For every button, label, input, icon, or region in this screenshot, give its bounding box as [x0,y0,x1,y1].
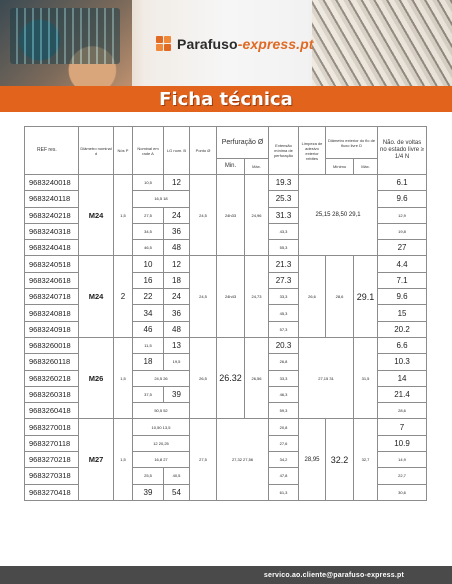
col-perf: Perfuração Ø [217,127,269,159]
voltas-cell: 6.6 [378,337,427,353]
title-bar [0,86,452,112]
dmin-cell: 28,6 [326,256,354,337]
voltas-cell: 28,6 [378,403,427,419]
ext-min-cell: 19.3 [269,175,299,191]
perf-max-cell: 26,56 [245,337,269,418]
nominal-a-cell: 46,5 [133,240,164,256]
lg-cell: 36 [164,223,190,239]
tools-photo [0,0,132,100]
ext-min-cell: 20,8 [269,419,299,435]
col-voltas: Não. de voltas no estado livre ≥ 1/4 N [378,127,427,175]
voltas-cell: 4.4 [378,256,427,272]
lg-cell: 36 [164,305,190,321]
ref-cell: 9683240318 [25,223,79,239]
nominal-a-cell: 22 [133,289,164,305]
ref-cell: 9683240618 [25,272,79,288]
voltas-cell: 10.9 [378,435,427,451]
diam-cell: M26 [79,337,114,418]
col-passo: Nós P [114,127,133,175]
ext-min-cell: 21.3 [269,256,299,272]
col-ref: REF res. [25,127,79,175]
passo-cell: 2 [114,256,133,337]
ext-min-cell: 55,3 [269,240,299,256]
ref-cell: 9683270018 [25,419,79,435]
voltas-cell: 19,8 [378,223,427,239]
ref-cell: 9683240718 [25,289,79,305]
diam-cell: M24 [79,175,114,256]
col-perf-min: Min. [217,159,245,175]
perf-min-cell: 24h33 [217,175,245,256]
voltas-cell: 7 [378,419,427,435]
nominal-range-cell: 16,5 18 [133,191,190,207]
voltas-cell: 10.3 [378,354,427,370]
nominal-a-cell: 25,5 [133,468,164,484]
table-row [25,419,427,435]
ref-cell: 9683240518 [25,256,79,272]
passo-cell: 1,5 [114,419,133,500]
col-perf-max: Máx. [245,159,269,175]
sup-range-cell: 27,15 31 [299,337,354,418]
diam-cell: M27 [79,419,114,500]
voltas-cell: 7.1 [378,272,427,288]
nominal-a-cell: 16 [133,272,164,288]
ponto-cell: 26,5 [190,337,217,418]
passo-cell: 1,5 [114,175,133,256]
col-ext-max2: Máx. [354,159,378,175]
perf-max-cell: 24,96 [245,175,269,256]
screws-photo [312,0,452,100]
ref-cell: 9683240818 [25,305,79,321]
ref-cell: 9683260218 [25,370,79,386]
perf-range-cell: 27,32 27,56 [217,419,269,500]
ref-cell: 9683270218 [25,452,79,468]
nominal-a-cell: 10,5 [133,175,164,191]
col-diam: Diâmetro nominal d [79,127,114,175]
lg-cell: 12 [164,256,190,272]
table-header-row [25,127,427,159]
voltas-cell: 9.6 [378,289,427,305]
col-nom-a: Nominal em rade A [133,127,164,175]
voltas-cell: 6.1 [378,175,427,191]
brand-grid-icon [156,36,172,52]
footer [0,566,452,584]
lg-cell: 13 [164,337,190,353]
col-ponto: Ponto Ø [190,127,217,175]
lg-cell: 18 [164,272,190,288]
ref-cell: 9683260018 [25,337,79,353]
ref-cell: 9683260118 [25,354,79,370]
voltas-cell: 9.6 [378,191,427,207]
passo-cell: 1,5 [114,337,133,418]
sup-cell: 28,95 [299,419,326,500]
header-banner [0,0,452,100]
table-row [25,256,427,272]
voltas-cell: 27 [378,240,427,256]
dmin-cell: 32.2 [326,419,354,500]
ponto-cell: 27,5 [190,419,217,500]
ref-cell: 9683240018 [25,175,79,191]
nominal-a-cell: 34 [133,305,164,321]
voltas-cell: 14,9 [378,452,427,468]
perf-min-cell: 24h43 [217,256,245,337]
ext-min-cell: 59,3 [269,403,299,419]
col-sup: Limpeza de adesivo exterior rebites [299,127,326,175]
lg-cell: 24 [164,207,190,223]
ref-cell: 9683240918 [25,321,79,337]
ext-min-cell: 27,6 [269,435,299,451]
lg-cell: 39 [164,386,190,402]
nominal-range-cell: 16,8 27 [133,452,190,468]
voltas-cell: 14 [378,370,427,386]
ext-min-cell: 31.3 [269,207,299,223]
col-ext-min2: Mínimo [326,159,354,175]
nominal-a-cell: 18 [133,354,164,370]
nominal-a-cell: 39 [133,484,164,500]
lg-cell: 12 [164,175,190,191]
ext-min-cell: 43,3 [269,223,299,239]
perf-max-cell: 24,73 [245,256,269,337]
ext-min-cell: 26,8 [269,354,299,370]
nominal-a-cell: 34,5 [133,223,164,239]
ext-min-cell: 47,8 [269,468,299,484]
ref-cell: 9683270118 [25,435,79,451]
table-row [25,175,427,191]
lg-cell: 54 [164,484,190,500]
page-title: Ficha técnica [159,88,293,110]
sup-range-cell: 25,15 28,50 29,1 [299,175,378,256]
lg-cell: 24 [164,289,190,305]
brand-name: Parafuso-express.pt [177,36,314,52]
ext-min-cell: 61,3 [269,484,299,500]
lg-cell: 19,5 [164,354,190,370]
ref-cell: 9683270418 [25,484,79,500]
brand-logo[interactable] [156,36,314,52]
ext-min-cell: 34,2 [269,452,299,468]
support-email-link[interactable]: servico.ao.cliente@parafuso-express.pt [263,571,404,579]
ref-cell: 9683240218 [25,207,79,223]
ponto-cell: 24,5 [190,175,217,256]
voltas-cell: 21.4 [378,386,427,402]
lg-cell: 48 [164,240,190,256]
ext-min-cell: 25.3 [269,191,299,207]
ext-min-cell: 33,3 [269,289,299,305]
table-body [25,175,427,501]
col-diam-ext: Diâmetro exterior do fio de fluxo livre D [326,127,378,159]
nominal-a-cell: 27,5 [133,207,164,223]
lg-cell: 48 [164,321,190,337]
table-row [25,337,427,353]
nominal-a-cell: 10 [133,256,164,272]
ext-min-cell: 33,3 [269,370,299,386]
dmax-cell: 32,7 [354,419,378,500]
ext-min-cell: 46,3 [269,386,299,402]
ref-cell: 9683240418 [25,240,79,256]
voltas-cell: 15 [378,305,427,321]
col-lg: LG nom. B [164,127,190,175]
dmax-cell: 31,5 [354,337,378,418]
col-ext-min: Extensão mínima de perfuração [269,127,299,175]
nominal-range-cell: 10,50 13,5 [133,419,190,435]
sup-cell: 26,6 [299,256,326,337]
lg-cell: 40,5 [164,468,190,484]
perf-min-cell: 26.32 [217,337,245,418]
voltas-cell: 30,6 [378,484,427,500]
ext-min-cell: 27.3 [269,272,299,288]
nominal-range-cell: 12 20,25 [133,435,190,451]
ext-min-cell: 57,3 [269,321,299,337]
ref-cell: 9683240118 [25,191,79,207]
nominal-range-cell: 50,5 52 [133,403,190,419]
nominal-a-cell: 46 [133,321,164,337]
ref-cell: 9683260418 [25,403,79,419]
diam-cell: M24 [79,256,114,337]
voltas-cell: 22,7 [378,468,427,484]
ext-min-cell: 20.3 [269,337,299,353]
dmax-cell: 29.1 [354,256,378,337]
ext-min-cell: 45,3 [269,305,299,321]
spec-table [24,126,427,501]
nominal-range-cell: 24,5 26 [133,370,190,386]
voltas-cell: 20.2 [378,321,427,337]
ponto-cell: 24,5 [190,256,217,337]
nominal-a-cell: 11,5 [133,337,164,353]
nominal-a-cell: 37,5 [133,386,164,402]
voltas-cell: 12,9 [378,207,427,223]
ref-cell: 9683270318 [25,468,79,484]
ref-cell: 9683260318 [25,386,79,402]
